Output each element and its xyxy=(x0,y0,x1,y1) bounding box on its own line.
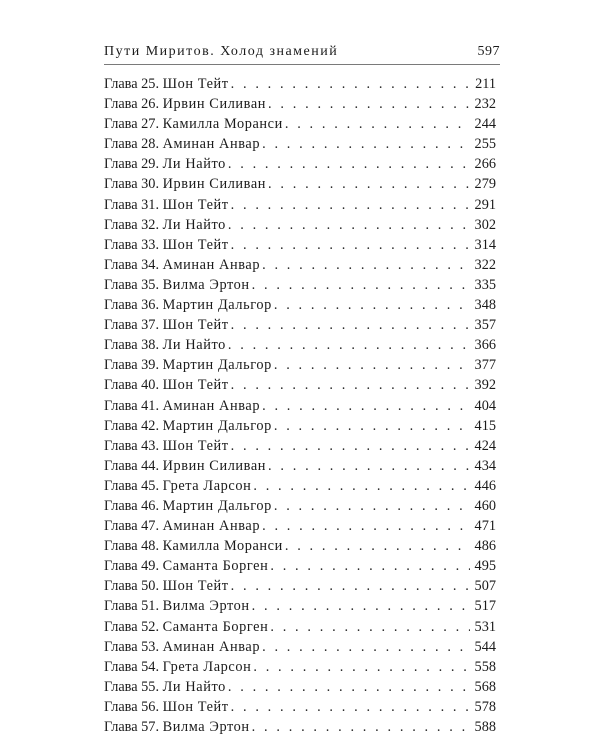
toc-entry xyxy=(104,116,496,136)
chapter-number: Глава 35. xyxy=(104,276,160,293)
chapter-number: Глава 33. xyxy=(104,236,160,253)
chapter-page-number: 568 xyxy=(474,678,496,695)
chapter-title: Мартин Дальгор xyxy=(162,497,272,514)
dot-leader xyxy=(250,277,470,294)
chapter-number: Глава 29. xyxy=(104,156,160,173)
dot-leader xyxy=(229,76,470,93)
chapter-number: Глава 40. xyxy=(104,377,160,394)
toc-entry xyxy=(104,257,496,277)
chapter-title: Мартин Дальгор xyxy=(162,297,272,314)
chapter-number: Глава 48. xyxy=(104,538,160,555)
chapter-page-number: 460 xyxy=(474,497,496,514)
chapter-number: Глава 46. xyxy=(104,497,160,514)
toc-entry xyxy=(104,598,496,618)
chapter-number: Глава 38. xyxy=(104,337,160,354)
chapter-title: Шон Тейт xyxy=(162,236,229,253)
chapter-page-number: 291 xyxy=(474,196,496,213)
toc-entry xyxy=(104,217,496,237)
toc-entry xyxy=(104,176,496,196)
dot-leader xyxy=(266,96,470,113)
chapter-number: Глава 52. xyxy=(104,618,160,635)
toc-entry xyxy=(104,418,496,438)
chapter-page-number: 588 xyxy=(474,719,496,735)
chapter-title: Грета Ларсон xyxy=(162,658,252,675)
chapter-page-number: 322 xyxy=(474,256,496,273)
chapter-title: Шон Тейт xyxy=(162,578,229,595)
toc-entry xyxy=(104,156,496,176)
chapter-number: Глава 39. xyxy=(104,357,160,374)
chapter-number: Глава 53. xyxy=(104,638,160,655)
chapter-title: Мартин Дальгор xyxy=(162,357,272,374)
chapter-number: Глава 26. xyxy=(104,96,160,113)
chapter-title: Камилла Моранси xyxy=(162,538,283,555)
chapter-number: Глава 34. xyxy=(104,256,160,273)
toc-entry xyxy=(104,277,496,297)
running-header xyxy=(104,38,500,65)
chapter-page-number: 578 xyxy=(474,698,496,715)
chapter-page-number: 486 xyxy=(474,538,496,555)
chapter-number: Глава 32. xyxy=(104,216,160,233)
chapter-title: Аминан Анвар xyxy=(162,638,261,655)
chapter-title: Аминан Анвар xyxy=(162,518,261,535)
dot-leader xyxy=(260,257,470,274)
dot-leader xyxy=(283,116,470,133)
table-of-contents xyxy=(104,76,496,739)
chapter-page-number: 531 xyxy=(474,618,496,635)
chapter-page-number: 507 xyxy=(474,578,496,595)
toc-entry xyxy=(104,377,496,397)
chapter-number: Глава 49. xyxy=(104,558,160,575)
chapter-number: Глава 55. xyxy=(104,678,160,695)
chapter-title: Вилма Эртон xyxy=(162,719,250,735)
chapter-page-number: 404 xyxy=(474,397,496,414)
toc-entry xyxy=(104,659,496,679)
chapter-page-number: 517 xyxy=(474,598,496,615)
toc-entry xyxy=(104,438,496,458)
dot-leader xyxy=(229,197,470,214)
toc-entry xyxy=(104,317,496,337)
chapter-title: Ли Найто xyxy=(162,337,226,354)
dot-leader xyxy=(266,458,470,475)
chapter-title: Саманта Борген xyxy=(162,558,269,575)
chapter-page-number: 415 xyxy=(474,417,496,434)
chapter-title: Ирвин Силиван xyxy=(162,96,267,113)
toc-entry xyxy=(104,558,496,578)
chapter-page-number: 471 xyxy=(474,518,496,535)
chapter-number: Глава 43. xyxy=(104,437,160,454)
chapter-page-number: 314 xyxy=(474,236,496,253)
dot-leader xyxy=(260,398,470,415)
chapter-page-number: 266 xyxy=(474,156,496,173)
chapter-title: Вилма Эртон xyxy=(162,276,250,293)
dot-leader xyxy=(260,518,470,535)
chapter-page-number: 446 xyxy=(474,477,496,494)
chapter-page-number: 392 xyxy=(474,377,496,394)
toc-entry xyxy=(104,719,496,739)
toc-entry xyxy=(104,357,496,377)
toc-entry xyxy=(104,538,496,558)
dot-leader xyxy=(229,377,470,394)
chapter-number: Глава 37. xyxy=(104,317,160,334)
page-number: 597 xyxy=(477,44,500,59)
toc-entry xyxy=(104,136,496,156)
chapter-title: Мартин Дальгор xyxy=(162,417,272,434)
dot-leader xyxy=(226,217,470,234)
toc-entry xyxy=(104,679,496,699)
dot-leader xyxy=(260,136,470,153)
chapter-title: Грета Ларсон xyxy=(162,477,252,494)
chapter-title: Вилма Эртон xyxy=(162,598,250,615)
chapter-page-number: 357 xyxy=(474,317,496,334)
chapter-number: Глава 54. xyxy=(104,658,160,675)
chapter-page-number: 279 xyxy=(474,176,496,193)
chapter-page-number: 495 xyxy=(474,558,496,575)
dot-leader xyxy=(250,719,470,736)
dot-leader xyxy=(251,478,470,495)
chapter-title: Ли Найто xyxy=(162,156,226,173)
dot-leader xyxy=(229,237,470,254)
toc-entry xyxy=(104,197,496,217)
chapter-number: Глава 30. xyxy=(104,176,160,193)
chapter-title: Шон Тейт xyxy=(162,698,229,715)
chapter-title: Саманта Борген xyxy=(162,618,269,635)
chapter-title: Ирвин Силиван xyxy=(162,457,267,474)
chapter-title: Шон Тейт xyxy=(162,76,229,92)
dot-leader xyxy=(272,297,470,314)
chapter-number: Глава 41. xyxy=(104,397,160,414)
toc-entry xyxy=(104,398,496,418)
chapter-title: Камилла Моранси xyxy=(162,116,283,133)
chapter-number: Глава 25. xyxy=(104,76,160,92)
dot-leader xyxy=(272,498,470,515)
chapter-page-number: 211 xyxy=(475,76,496,92)
chapter-page-number: 434 xyxy=(474,457,496,474)
dot-leader xyxy=(283,538,470,555)
chapter-title: Шон Тейт xyxy=(162,377,229,394)
chapter-number: Глава 47. xyxy=(104,518,160,535)
dot-leader xyxy=(268,619,470,636)
chapter-page-number: 255 xyxy=(474,136,496,153)
chapter-title: Ли Найто xyxy=(162,216,226,233)
dot-leader xyxy=(260,639,470,656)
chapter-page-number: 302 xyxy=(474,216,496,233)
toc-entry xyxy=(104,619,496,639)
chapter-number: Глава 45. xyxy=(104,477,160,494)
chapter-number: Глава 36. xyxy=(104,297,160,314)
chapter-page-number: 377 xyxy=(474,357,496,374)
chapter-page-number: 558 xyxy=(474,658,496,675)
chapter-page-number: 335 xyxy=(474,276,496,293)
chapter-number: Глава 51. xyxy=(104,598,160,615)
chapter-page-number: 366 xyxy=(474,337,496,354)
dot-leader xyxy=(272,357,470,374)
chapter-title: Шон Тейт xyxy=(162,317,229,334)
chapter-number: Глава 28. xyxy=(104,136,160,153)
chapter-title: Аминан Анвар xyxy=(162,136,261,153)
toc-entry xyxy=(104,578,496,598)
chapter-page-number: 232 xyxy=(474,96,496,113)
chapter-page-number: 244 xyxy=(474,116,496,133)
chapter-page-number: 544 xyxy=(474,638,496,655)
chapter-title: Шон Тейт xyxy=(162,196,229,213)
toc-entry xyxy=(104,96,496,116)
chapter-title: Ли Найто xyxy=(162,678,226,695)
toc-entry xyxy=(104,639,496,659)
toc-entry xyxy=(104,498,496,518)
chapter-title: Шон Тейт xyxy=(162,437,229,454)
dot-leader xyxy=(226,156,470,173)
dot-leader xyxy=(229,317,470,334)
chapter-number: Глава 44. xyxy=(104,457,160,474)
dot-leader xyxy=(251,659,470,676)
toc-entry xyxy=(104,458,496,478)
dot-leader xyxy=(268,558,470,575)
dot-leader xyxy=(272,418,470,435)
chapter-number: Глава 50. xyxy=(104,578,160,595)
toc-entry xyxy=(104,699,496,719)
toc-entry xyxy=(104,76,496,96)
toc-entry xyxy=(104,478,496,498)
chapter-page-number: 424 xyxy=(474,437,496,454)
dot-leader xyxy=(250,598,470,615)
dot-leader xyxy=(226,679,470,696)
toc-entry xyxy=(104,297,496,317)
dot-leader xyxy=(229,699,470,716)
dot-leader xyxy=(226,337,470,354)
chapter-number: Глава 56. xyxy=(104,698,160,715)
dot-leader xyxy=(229,438,470,455)
toc-entry xyxy=(104,518,496,538)
toc-entry xyxy=(104,337,496,357)
book-title: Пути Миритов. Холод знамений xyxy=(104,44,339,59)
dot-leader xyxy=(266,176,470,193)
chapter-number: Глава 42. xyxy=(104,417,160,434)
chapter-number: Глава 31. xyxy=(104,196,160,213)
dot-leader xyxy=(229,578,470,595)
toc-entry xyxy=(104,237,496,257)
chapter-title: Аминан Анвар xyxy=(162,397,261,414)
chapter-number: Глава 57. xyxy=(104,719,160,735)
chapter-number: Глава 27. xyxy=(104,116,160,133)
chapter-title: Аминан Анвар xyxy=(162,256,261,273)
chapter-title: Ирвин Силиван xyxy=(162,176,267,193)
chapter-page-number: 348 xyxy=(474,297,496,314)
